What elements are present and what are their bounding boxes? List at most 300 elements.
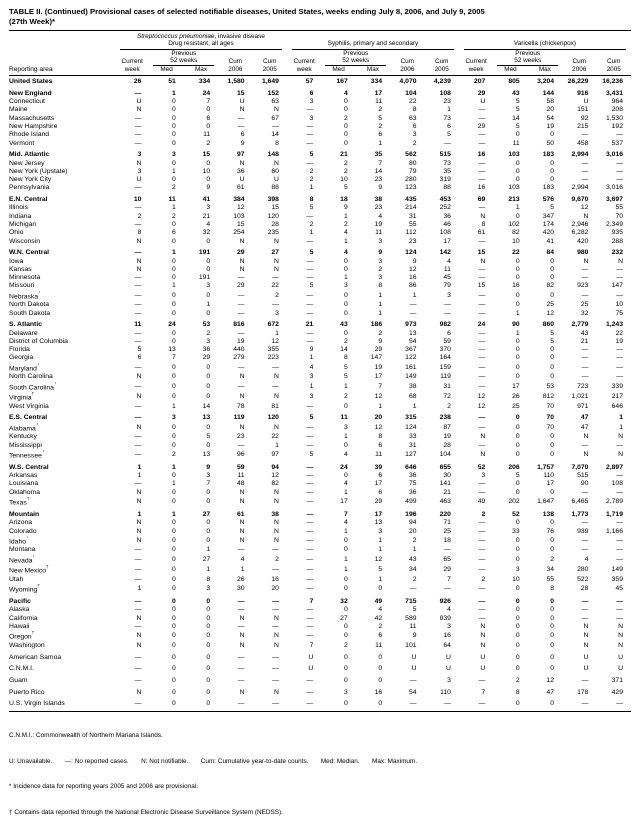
value-cell: — bbox=[581, 441, 589, 449]
value-cell: 0 bbox=[206, 653, 211, 661]
current-week-label-top: Current bbox=[293, 58, 315, 66]
value-cell: 17 bbox=[374, 480, 383, 488]
value-cell: 88 bbox=[271, 184, 279, 192]
value-cell: 0 bbox=[206, 676, 211, 684]
value-cell: 38 bbox=[271, 511, 279, 518]
table-row bbox=[9, 98, 631, 106]
value-cell: 5 bbox=[447, 131, 451, 139]
value-cell: 0 bbox=[515, 301, 520, 309]
value-cell: 124 bbox=[405, 249, 417, 257]
value-cell: — bbox=[272, 653, 279, 661]
value-cell: N bbox=[618, 632, 623, 640]
value-cell: 14 bbox=[202, 402, 211, 410]
value-cell: 21 bbox=[443, 488, 451, 496]
value-cell: 29 bbox=[237, 282, 245, 290]
value-cell: N bbox=[274, 641, 279, 649]
value-cell: 2 bbox=[172, 184, 176, 192]
value-cell: 147 bbox=[611, 282, 623, 290]
value-cell: 463 bbox=[439, 498, 451, 506]
value-cell: 183 bbox=[542, 184, 555, 192]
value-cell: 61 bbox=[477, 229, 486, 237]
value-cell: N bbox=[136, 237, 142, 245]
value-cell: 15 bbox=[477, 249, 486, 257]
value-cell: 0 bbox=[515, 665, 520, 673]
value-cell: 0 bbox=[343, 653, 348, 661]
value-cell: 108 bbox=[611, 480, 623, 488]
value-cell: U bbox=[445, 653, 451, 661]
value-cell: 18 bbox=[340, 196, 348, 204]
value-cell: N bbox=[618, 451, 623, 459]
disease-name: Varicella (chickenpox) bbox=[513, 40, 576, 48]
value-cell: 0 bbox=[172, 688, 176, 696]
value-cell: 24 bbox=[477, 321, 486, 329]
value-cell: N bbox=[274, 519, 279, 527]
value-cell: — bbox=[306, 498, 314, 506]
value-cell: 5 bbox=[412, 606, 417, 614]
value-cell: 0 bbox=[515, 614, 520, 622]
value-cell: 252 bbox=[439, 204, 451, 212]
value-cell: — bbox=[306, 301, 314, 309]
reporting-area-cell: North Dakota bbox=[9, 301, 50, 309]
value-cell: 2 bbox=[550, 555, 555, 563]
value-cell: 71 bbox=[443, 519, 451, 527]
value-cell: 17 bbox=[443, 237, 451, 245]
value-cell: 6,282 bbox=[571, 229, 589, 237]
value-cell: 11 bbox=[512, 139, 520, 147]
value-cell: 48 bbox=[237, 480, 245, 488]
value-cell: 178 bbox=[577, 688, 589, 696]
value-cell: 0 bbox=[172, 98, 176, 106]
value-cell: N bbox=[239, 265, 245, 273]
reporting-area-cell: Michigan bbox=[9, 220, 37, 228]
value-cell: — bbox=[272, 676, 279, 684]
value-cell: 12 bbox=[546, 676, 555, 684]
table-row bbox=[9, 123, 631, 131]
value-cell: — bbox=[306, 291, 314, 299]
reporting-area-cell: District of Columbia bbox=[9, 337, 68, 345]
reporting-area-cell: Iowa bbox=[9, 257, 24, 265]
value-cell: 14 bbox=[340, 346, 348, 354]
value-cell: — bbox=[581, 291, 589, 299]
value-cell: — bbox=[409, 309, 417, 317]
value-cell: 22 bbox=[271, 433, 279, 441]
value-cell: 4 bbox=[343, 89, 348, 97]
value-cell: — bbox=[237, 441, 245, 449]
value-cell: 0 bbox=[172, 291, 176, 299]
value-cell: — bbox=[581, 519, 589, 527]
reporting-area-cell: Louisiana bbox=[9, 480, 39, 488]
value-cell: — bbox=[134, 700, 142, 708]
value-cell: 1 bbox=[137, 511, 142, 518]
value-cell: 0 bbox=[172, 265, 176, 273]
value-cell: — bbox=[134, 623, 142, 631]
value-cell: 26,229 bbox=[567, 78, 589, 86]
value-cell: 1 bbox=[412, 291, 417, 299]
value-cell: 319 bbox=[439, 176, 451, 184]
value-cell: 17 bbox=[374, 373, 383, 381]
value-cell: — bbox=[616, 555, 623, 563]
reporting-area-cell: New Hampshire bbox=[9, 122, 58, 130]
value-cell: 1 bbox=[412, 402, 417, 410]
table-row bbox=[9, 148, 631, 160]
reporting-area-cell: South Carolina† bbox=[9, 381, 57, 391]
value-cell: 0 bbox=[206, 363, 211, 371]
spacer bbox=[287, 50, 321, 58]
value-cell: 9 bbox=[240, 139, 245, 147]
value-cell: 26 bbox=[237, 575, 245, 583]
value-cell: 4 bbox=[343, 480, 348, 488]
value-cell: 7 bbox=[309, 641, 314, 649]
value-cell: 0 bbox=[172, 441, 176, 449]
value-cell: — bbox=[444, 546, 451, 554]
table-row bbox=[9, 650, 631, 662]
value-cell: 32 bbox=[580, 309, 589, 317]
table-row bbox=[9, 115, 631, 123]
dagger-marker: † bbox=[26, 497, 30, 502]
value-cell: 6 bbox=[206, 114, 211, 122]
value-cell: 0 bbox=[550, 519, 555, 527]
table-row bbox=[9, 536, 631, 547]
value-cell: 7 bbox=[206, 98, 211, 106]
value-cell: 5 bbox=[206, 433, 211, 441]
value-cell: 23 bbox=[443, 98, 451, 106]
value-cell: 1,580 bbox=[227, 78, 245, 86]
value-cell: — bbox=[616, 363, 623, 371]
value-cell: — bbox=[616, 167, 623, 175]
med-label: Med bbox=[149, 66, 183, 75]
value-cell: N bbox=[136, 688, 142, 696]
reporting-area-cell: Mississippi bbox=[9, 441, 42, 449]
cum-2005-label: 2005 bbox=[596, 66, 631, 75]
value-cell: 5 bbox=[309, 204, 314, 212]
value-cell: 2 bbox=[275, 291, 279, 299]
value-cell: — bbox=[272, 363, 279, 371]
value-cell: 816 bbox=[233, 321, 245, 329]
disease-name-italic: Streptococcus pneumoniae bbox=[137, 32, 215, 40]
value-cell: — bbox=[478, 309, 486, 317]
value-cell: U bbox=[583, 98, 589, 106]
value-cell: 17 bbox=[374, 511, 383, 518]
value-cell: 3 bbox=[206, 472, 211, 480]
value-cell: 0 bbox=[515, 519, 520, 527]
value-cell: — bbox=[409, 676, 417, 684]
dagger-marker: † bbox=[46, 565, 49, 570]
value-cell: 0 bbox=[206, 122, 211, 130]
table-body bbox=[9, 75, 631, 711]
table-row bbox=[9, 160, 631, 168]
value-cell: 2 bbox=[378, 106, 383, 114]
value-cell: — bbox=[581, 159, 589, 167]
reporting-area-cell: Washington bbox=[9, 641, 45, 649]
value-cell: 3 bbox=[481, 472, 486, 480]
value-cell: — bbox=[478, 414, 486, 422]
value-cell: N bbox=[136, 257, 142, 265]
value-cell: 7 bbox=[343, 511, 348, 518]
value-cell: 1 bbox=[447, 106, 451, 114]
value-cell: — bbox=[306, 623, 314, 631]
value-cell: 11 bbox=[375, 98, 383, 106]
value-cell: 108 bbox=[439, 89, 451, 97]
value-cell: 0 bbox=[550, 159, 555, 167]
value-cell: 370 bbox=[439, 346, 451, 354]
med-label: Med bbox=[493, 66, 527, 75]
value-cell: 30 bbox=[443, 472, 451, 480]
value-cell: 52 bbox=[477, 463, 486, 471]
value-cell: 73 bbox=[443, 114, 451, 122]
value-cell: 138 bbox=[542, 511, 555, 518]
value-cell: — bbox=[272, 382, 279, 390]
value-cell: 0 bbox=[206, 527, 211, 535]
value-cell: 34 bbox=[546, 566, 555, 574]
value-cell: 45 bbox=[615, 585, 623, 593]
value-cell: — bbox=[306, 159, 314, 167]
value-cell: 147 bbox=[370, 354, 383, 362]
value-cell: — bbox=[306, 402, 314, 410]
value-cell: U bbox=[480, 665, 486, 673]
value-cell: 202 bbox=[508, 498, 520, 506]
cum-label: Cum bbox=[434, 58, 449, 66]
cum-label: Cum bbox=[606, 58, 621, 66]
value-cell: 5 bbox=[378, 114, 383, 122]
value-cell: 2 bbox=[378, 329, 383, 337]
value-cell: — bbox=[581, 606, 589, 614]
value-cell: 49 bbox=[477, 498, 486, 506]
value-cell: 0 bbox=[172, 131, 176, 139]
value-cell: U bbox=[445, 665, 451, 673]
value-cell: 16 bbox=[271, 575, 279, 583]
value-cell: 21 bbox=[305, 321, 314, 329]
value-cell: 0 bbox=[515, 363, 520, 371]
value-cell: — bbox=[134, 575, 142, 583]
value-cell: — bbox=[478, 329, 486, 337]
value-cell: 29 bbox=[237, 249, 245, 257]
table-row bbox=[9, 392, 631, 403]
value-cell: 458 bbox=[577, 139, 589, 147]
value-cell: 9,670 bbox=[571, 196, 589, 204]
value-cell: 34 bbox=[408, 566, 417, 574]
value-cell: 6,465 bbox=[571, 498, 589, 506]
spacer bbox=[596, 50, 631, 58]
value-cell: 0 bbox=[172, 653, 176, 661]
value-cell: 3 bbox=[309, 114, 314, 122]
value-cell: 92 bbox=[580, 114, 589, 122]
value-cell: 576 bbox=[542, 196, 555, 204]
value-cell: 161 bbox=[405, 363, 417, 371]
value-cell: — bbox=[134, 665, 142, 673]
value-cell: 1 bbox=[378, 309, 383, 317]
value-cell: 0 bbox=[343, 606, 348, 614]
value-cell: 55 bbox=[408, 220, 417, 228]
value-cell: 0 bbox=[206, 488, 211, 496]
value-cell: 0 bbox=[515, 585, 520, 593]
value-cell: 19 bbox=[546, 122, 555, 130]
dagger-marker: † bbox=[36, 362, 40, 368]
value-cell: 0 bbox=[206, 537, 211, 545]
value-cell: — bbox=[134, 414, 142, 422]
value-cell: 38 bbox=[374, 196, 383, 204]
value-cell: 0 bbox=[172, 237, 176, 245]
value-cell: 18 bbox=[443, 537, 451, 545]
value-cell: 70 bbox=[546, 423, 555, 431]
value-cell: 2 bbox=[343, 114, 348, 122]
value-cell: U bbox=[239, 176, 245, 184]
value-cell: — bbox=[616, 373, 623, 381]
value-cell: 1 bbox=[343, 527, 348, 535]
value-cell: 0 bbox=[515, 131, 520, 139]
value-cell: — bbox=[237, 546, 245, 554]
value-cell: 939 bbox=[577, 527, 589, 535]
table-row bbox=[9, 346, 631, 354]
value-cell: 142 bbox=[439, 249, 451, 257]
value-cell: — bbox=[306, 337, 314, 345]
reporting-area-cell: Minnesota bbox=[9, 274, 41, 282]
value-cell: 13 bbox=[408, 329, 417, 337]
value-cell: 0 bbox=[343, 665, 348, 673]
value-cell: N bbox=[480, 257, 486, 265]
value-cell: — bbox=[581, 546, 589, 554]
value-cell: 22 bbox=[615, 329, 623, 337]
reporting-area-cell: Alaska bbox=[9, 606, 30, 614]
value-cell: 27 bbox=[202, 511, 211, 518]
value-cell: — bbox=[478, 614, 486, 622]
value-cell: — bbox=[237, 700, 245, 708]
value-cell: 15 bbox=[237, 220, 245, 228]
value-cell: 2 bbox=[309, 220, 314, 228]
value-cell: 384 bbox=[233, 196, 245, 204]
disease-name-subline: Drug resistant, all ages bbox=[168, 40, 234, 48]
value-cell: U bbox=[308, 665, 314, 673]
value-cell: — bbox=[306, 309, 314, 317]
value-cell: — bbox=[306, 632, 314, 640]
value-cell: 926 bbox=[439, 598, 451, 606]
value-cell: 3 bbox=[447, 623, 451, 631]
value-cell: 2 bbox=[412, 537, 417, 545]
value-cell: 0 bbox=[206, 519, 211, 527]
value-cell: 2 bbox=[343, 641, 348, 649]
value-cell: — bbox=[134, 184, 142, 192]
value-cell: 3 bbox=[206, 204, 211, 212]
current-week-label-bottom: week bbox=[459, 66, 493, 75]
value-cell: 43 bbox=[408, 555, 417, 563]
value-cell: 0 bbox=[515, 555, 520, 563]
value-cell: 0 bbox=[206, 309, 211, 317]
current-week-label-bottom: week bbox=[115, 66, 149, 75]
spacer bbox=[390, 50, 424, 58]
value-cell: — bbox=[478, 546, 486, 554]
table-row bbox=[9, 238, 631, 246]
value-cell: 0 bbox=[172, 623, 176, 631]
value-cell: 38 bbox=[408, 382, 417, 390]
cum-2005-label: 2005 bbox=[425, 66, 459, 75]
table-row bbox=[9, 382, 631, 393]
value-cell: 12 bbox=[477, 402, 486, 410]
value-cell: N bbox=[274, 393, 279, 401]
reporting-area-cell: New Jersey bbox=[9, 159, 45, 167]
value-cell: 61 bbox=[237, 184, 245, 192]
value-cell: 1 bbox=[378, 291, 383, 299]
value-cell: 646 bbox=[611, 402, 623, 410]
table-row bbox=[9, 631, 631, 642]
table-row bbox=[9, 674, 631, 686]
value-cell: 2 bbox=[309, 176, 314, 184]
value-cell: N bbox=[274, 257, 279, 265]
reporting-area-cell: New England bbox=[9, 89, 52, 97]
value-cell: 812 bbox=[542, 393, 555, 401]
value-cell: 6 bbox=[447, 329, 451, 337]
value-cell: 103 bbox=[508, 184, 520, 192]
value-cell: 522 bbox=[577, 575, 589, 583]
max-label: Max bbox=[356, 66, 390, 75]
cum-label: Cum bbox=[228, 58, 243, 66]
value-cell: 0 bbox=[515, 441, 520, 449]
value-cell: — bbox=[409, 700, 417, 708]
value-cell: 1 bbox=[343, 555, 348, 563]
value-cell: 53 bbox=[202, 321, 211, 329]
value-cell: 0 bbox=[343, 402, 348, 410]
reporting-area-cell: U.S. Virgin Islands bbox=[9, 700, 65, 708]
value-cell: 0 bbox=[172, 393, 176, 401]
value-cell: 2 bbox=[343, 159, 348, 167]
value-cell: — bbox=[616, 176, 623, 184]
reporting-area-cell: Texas† bbox=[9, 497, 30, 507]
value-cell: 2 bbox=[378, 265, 383, 273]
value-cell: 8 bbox=[412, 106, 417, 114]
value-cell: 499 bbox=[405, 498, 417, 506]
value-cell: N bbox=[136, 488, 142, 496]
value-cell: N bbox=[239, 537, 245, 545]
value-cell: 80 bbox=[408, 159, 417, 167]
value-cell: 371 bbox=[611, 676, 623, 684]
value-cell: 13 bbox=[374, 519, 383, 527]
value-cell: 186 bbox=[370, 321, 383, 329]
value-cell: 1 bbox=[343, 212, 348, 220]
value-cell: 12 bbox=[580, 204, 589, 212]
value-cell: 7 bbox=[447, 575, 451, 583]
value-cell: 15 bbox=[237, 89, 245, 97]
value-cell: 3 bbox=[206, 585, 211, 593]
value-cell: N bbox=[239, 641, 245, 649]
value-cell: N bbox=[583, 257, 589, 265]
reporting-area-cell: Nebraska† bbox=[9, 290, 41, 301]
table-row bbox=[9, 584, 631, 595]
value-cell: N bbox=[583, 433, 589, 441]
value-cell: 0 bbox=[172, 122, 176, 130]
value-cell: N bbox=[136, 614, 142, 622]
value-cell: 5 bbox=[515, 122, 520, 130]
value-cell: 0 bbox=[343, 537, 348, 545]
value-cell: 0 bbox=[206, 632, 211, 640]
value-cell: 0 bbox=[172, 676, 176, 684]
reporting-area-cell: Maryland† bbox=[9, 362, 40, 373]
value-cell: 16,236 bbox=[602, 78, 623, 86]
value-cell: 0 bbox=[550, 598, 555, 606]
value-cell: 2 bbox=[172, 212, 176, 220]
value-cell: 60 bbox=[271, 167, 279, 175]
value-cell: 159 bbox=[439, 363, 451, 371]
cum-2005-label: 2005 bbox=[253, 66, 287, 75]
value-cell: 0 bbox=[343, 98, 348, 106]
value-cell: — bbox=[581, 700, 589, 708]
value-cell: 7 bbox=[378, 159, 383, 167]
table-row bbox=[9, 519, 631, 527]
value-cell: 0 bbox=[515, 606, 520, 614]
value-cell: — bbox=[478, 537, 486, 545]
value-cell: 0 bbox=[172, 606, 176, 614]
value-cell: 5 bbox=[550, 204, 555, 212]
value-cell: 1 bbox=[343, 433, 348, 441]
value-cell: — bbox=[581, 167, 589, 175]
value-cell: 5 bbox=[309, 249, 314, 257]
